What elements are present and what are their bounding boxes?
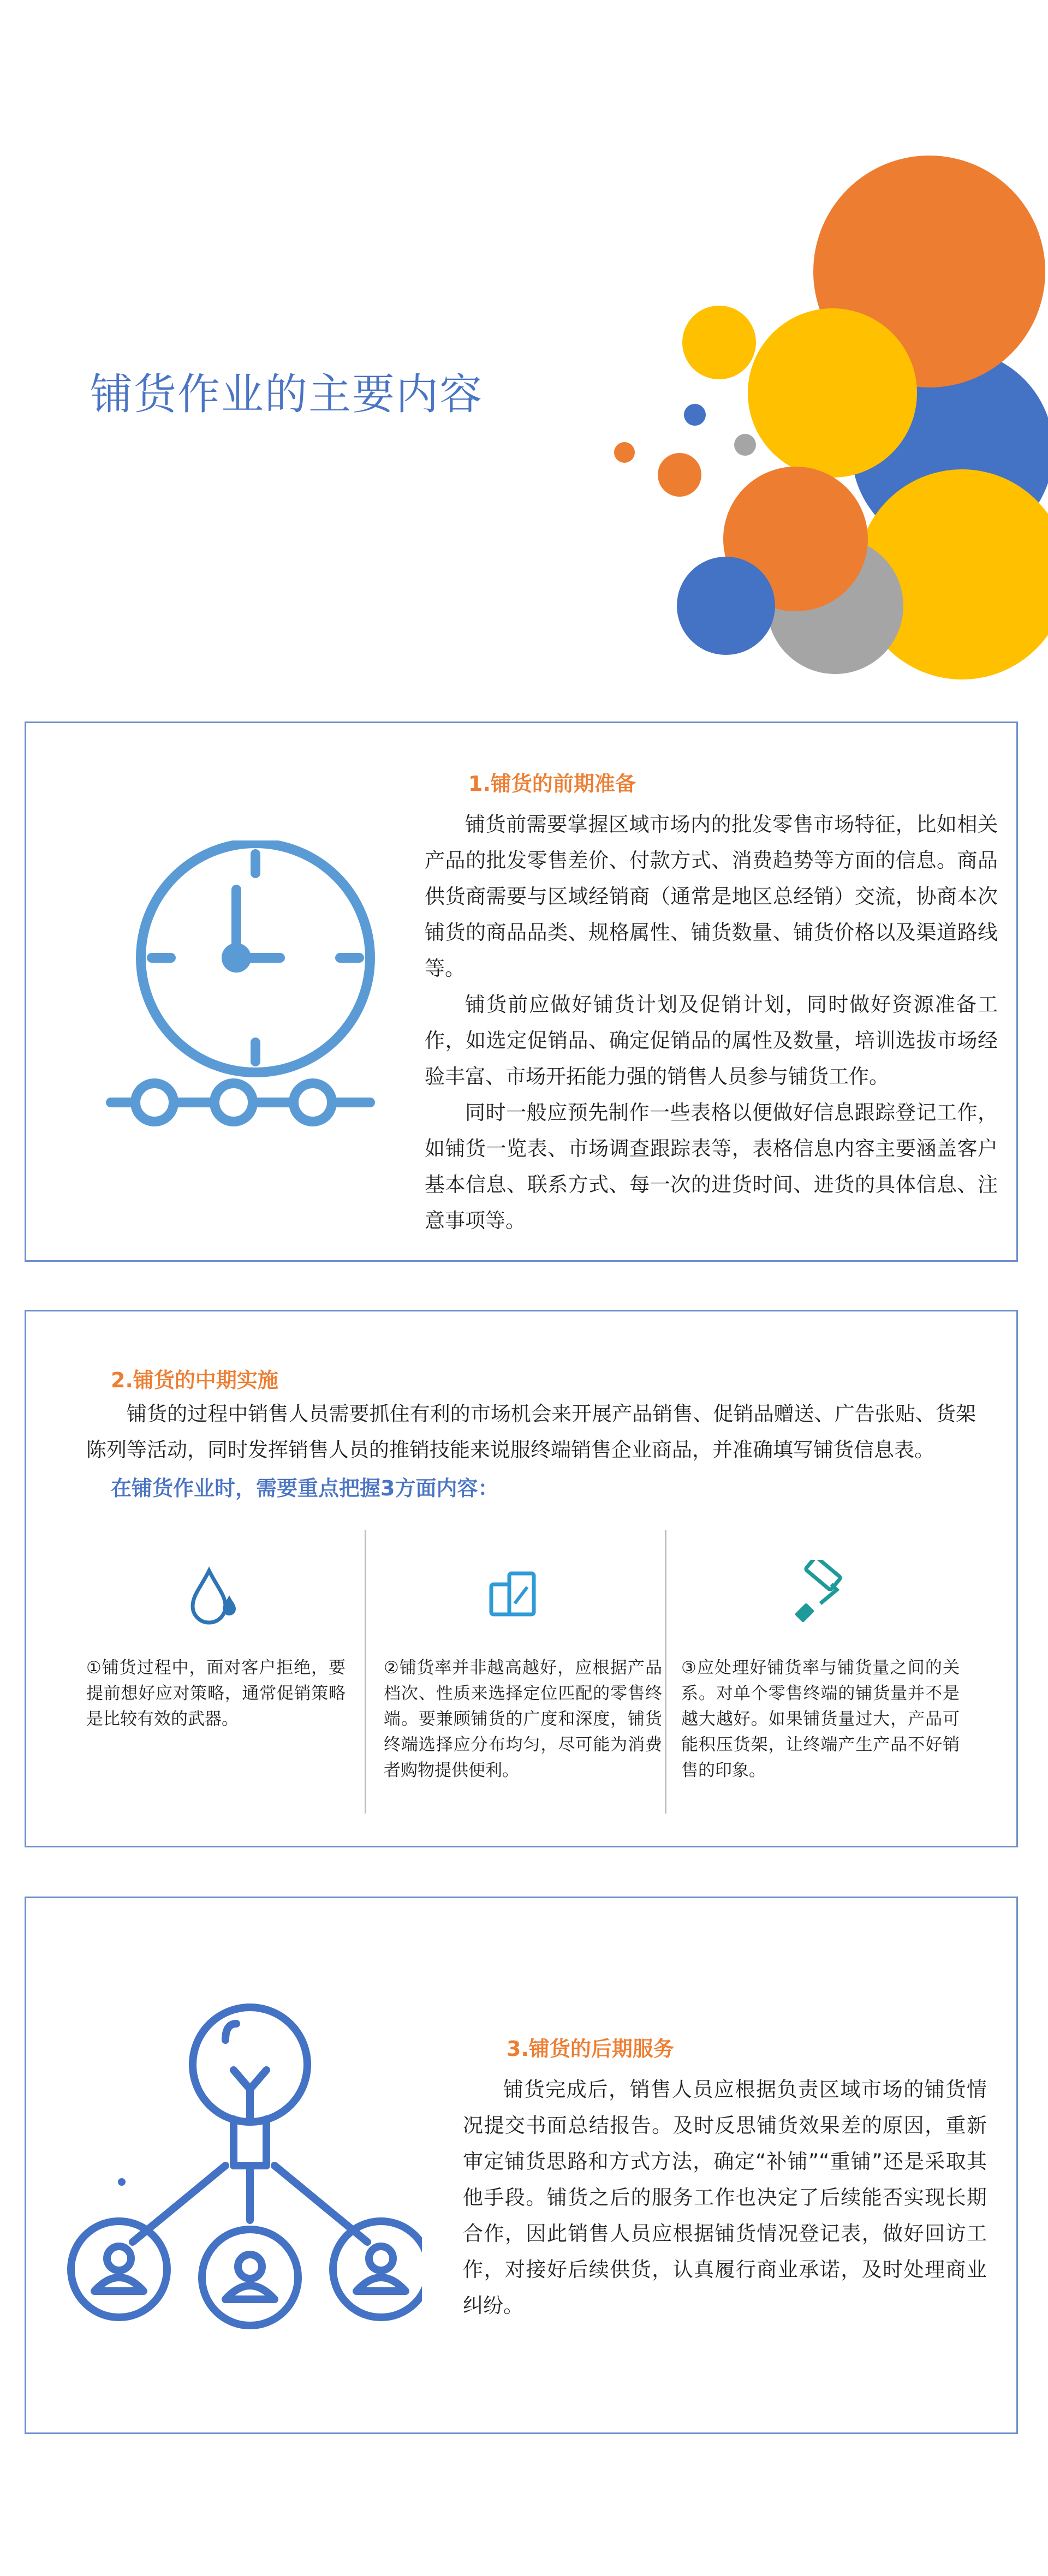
page-title: 铺货作业的主要内容 [90,370,484,419]
section-1-heading: 1.铺货的前期准备 [468,772,636,796]
divider [365,1530,366,1814]
paint-roller-icon [785,1560,850,1627]
lightbulb-network-icon [62,2002,422,2364]
column-1-text: ①铺货过程中，面对客户拒绝，要提前想好应对策略，通常促销策略是比较有效的武器。 [86,1658,346,1729]
section-1-panel [25,721,1018,1262]
cards-icon [485,1565,545,1627]
section-3-heading: 3.铺货的后期服务 [507,2037,674,2061]
section-2-panel [25,1310,1018,1847]
drops-icon [184,1565,245,1627]
clock-timeline-icon [86,840,392,1137]
section-3-paragraph: 铺货完成后，销售人员应根据负责区域市场的铺货情况提交书面总结报告。及时反思铺货效果差的原因，重新审定铺货思路和方式方法，确定“补铺”“重铺”还是采取其他手段。铺货之后的服务工作也决定了后续能否实现长期合作，因此销售人员应根据铺货情况登记表，做好回访工作，对接好后续供货，认真履行商业承诺，及时处理商业纠纷。 [463,2078,987,2317]
section-2-subheading: 在铺货作业时，需要重点把握3方面内容： [111,1476,499,1500]
section-2-intro: 铺货的过程中销售人员需要抓住有利的市场机会来开展产品销售、促销品赠送、广告张贴、货架陈列等活动，同时发挥销售人员的推销技能来说服终端销售企业商品，并准确填写铺货信息表。 [86,1402,976,1462]
section-1-paragraph-1: 铺货前需要掌握区域市场内的批发零售市场特征，比如相关产品的批发零售差价、付款方式、消费趋势等方面的信息。商品供货商需要与区域经销商（通常是地区总经销）交流，协商本次铺货的商品品类、规格属性、铺货数量、铺货价格以及渠道路线等。 [425,813,998,980]
section-1-paragraph-3: 同时一般应预先制作一些表格以便做好信息跟踪登记工作，如铺货一览表、市场调查跟踪表等，表格信息内容主要涵盖客户基本信息、联系方式、每一次的进货时间、进货的具体信息、注意事项等。 [425,1101,998,1232]
section-2-heading: 2.铺货的中期实施 [111,1368,278,1392]
column-3-text: ③应处理好铺货率与铺货量之间的关系。对单个零售终端的铺货量并不是越大越好。如果铺货量过大，产品可能积压货架，让终端产生产品不好销售的印象。 [681,1658,960,1780]
section-1-paragraph-2: 铺货前应做好铺货计划及促销计划，同时做好资源准备工作，如选定促销品、确定促销品的属性及数量，培训选拔市场经验丰富、市场开拓能力强的销售人员参与铺货工作。 [425,993,998,1088]
section-3-panel [25,1897,1018,2434]
divider [665,1530,666,1814]
column-2-text: ②铺货率并非越高越好，应根据产品档次、性质来选择定位匹配的零售终端。要兼顾铺货的广度和深度，铺货终端选择应分布均匀，尽可能为消费者购物提供便利。 [384,1658,662,1780]
